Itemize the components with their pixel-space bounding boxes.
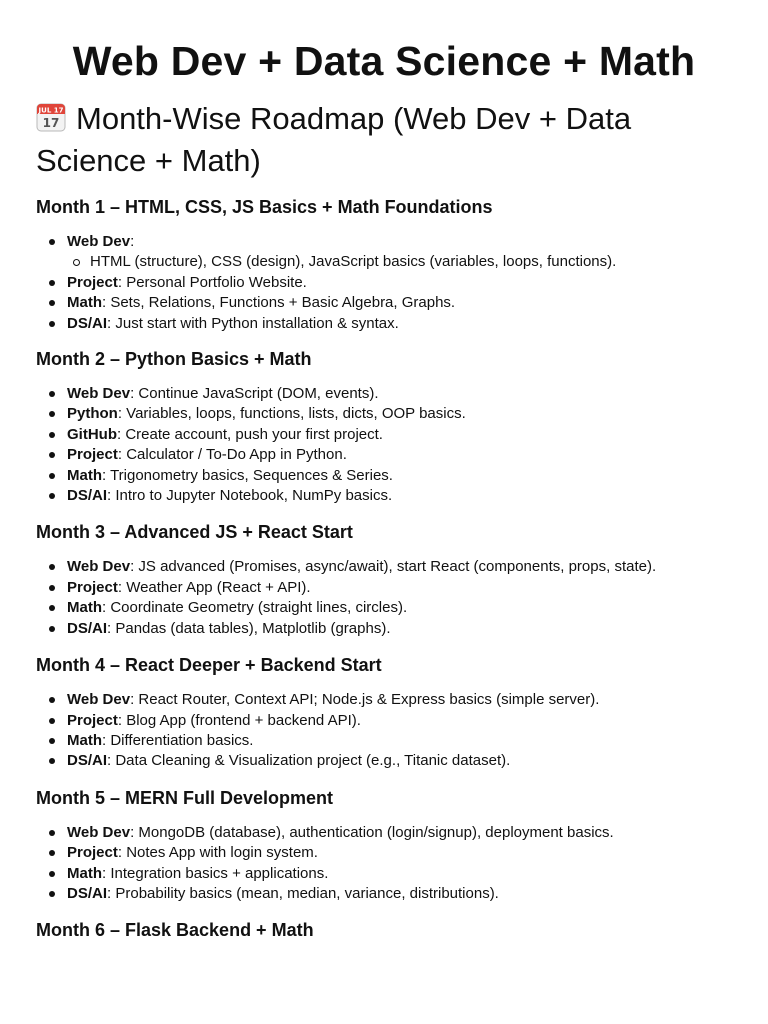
item-text: : React Router, Context API; Node.js & Express basics (simple server). [130, 691, 600, 709]
item-text: : Sets, Relations, Functions + Basic Algebra, Graphs. [102, 294, 456, 312]
calendar-icon [36, 102, 66, 132]
calendar-month-text: JUL 17 [38, 106, 64, 115]
item-label: Project [67, 711, 118, 729]
months-container [36, 194, 732, 943]
item-label: DS/AI [67, 314, 108, 332]
list-item [36, 232, 732, 273]
sub-list-item: HTML (structure), CSS (design), JavaScript basics (variables, loops, functions). [67, 252, 732, 272]
list-item [36, 731, 732, 751]
month-item-list [36, 690, 732, 772]
month-section-5 [36, 785, 732, 905]
month-section-2 [36, 346, 732, 506]
item-label: Web Dev [67, 691, 131, 709]
page-title: Web Dev + Data Science + Math [72, 38, 696, 84]
list-item [36, 578, 732, 598]
subtitle-text: Month-Wise Roadmap (Web Dev + Data Science + Math) [36, 101, 632, 178]
item-text: : [130, 233, 135, 250]
item-label: DS/AI [67, 884, 108, 902]
list-item [36, 404, 732, 424]
month-item-list [36, 557, 732, 639]
item-text: : Just start with Python installation & syntax. [107, 314, 399, 332]
month-item-list [36, 823, 732, 905]
item-label: Math [67, 466, 102, 484]
item-text: : Calculator / To-Do App in Python. [117, 446, 347, 464]
month-section-3 [36, 519, 732, 639]
list-item [36, 751, 732, 771]
item-text: : Data Cleaning & Visualization project (e.g., Titanic dataset). [107, 752, 511, 770]
item-label: DS/AI [67, 752, 108, 770]
list-item [36, 425, 732, 445]
item-text: : Blog App (frontend + backend API). [117, 711, 361, 729]
item-label: Project [67, 844, 118, 862]
item-text: : Create account, push your first project. [117, 425, 383, 443]
item-text: : Differentiation basics. [102, 731, 254, 749]
list-item [36, 466, 732, 486]
item-label: Python [67, 405, 118, 423]
item-text: : JS advanced (Promises, async/await), start React (components, props, state). [130, 558, 657, 576]
month-heading: Month 6 – Flask Backend + Math [36, 920, 314, 941]
month-heading: Month 2 – Python Basics + Math [36, 349, 312, 370]
item-text: : Probability basics (mean, median, variance, distributions). [107, 884, 499, 902]
item-label: Math [67, 599, 102, 617]
item-label: Math [67, 731, 102, 749]
item-label: DS/AI [67, 619, 108, 637]
item-label: Math [67, 864, 102, 882]
item-label: Project [67, 578, 118, 596]
month-heading: Month 5 – MERN Full Development [36, 787, 334, 808]
list-item [36, 884, 732, 904]
item-label: Project [67, 273, 118, 291]
month-section-6 [36, 917, 732, 943]
list-item [36, 557, 732, 577]
item-text: : Notes App with login system. [117, 844, 318, 862]
item-label: Web Dev [67, 823, 131, 841]
list-item [36, 314, 732, 334]
sub-item-list [67, 252, 732, 272]
roadmap-subtitle [36, 98, 732, 182]
item-text: : Coordinate Geometry (straight lines, circles). [102, 599, 408, 617]
month-heading: Month 3 – Advanced JS + React Start [36, 522, 353, 543]
item-label: Web Dev [67, 385, 131, 403]
list-item [36, 598, 732, 618]
list-item [36, 445, 732, 465]
list-item [36, 843, 732, 863]
item-label: Math [67, 294, 102, 312]
month-section-1 [36, 194, 732, 334]
list-item [36, 273, 732, 293]
list-item [36, 864, 732, 884]
item-text: : Weather App (React + API). [117, 578, 311, 596]
item-text: : Integration basics + applications. [102, 864, 329, 882]
month-section-4 [36, 652, 732, 772]
list-item [36, 293, 732, 313]
list-item [36, 619, 732, 639]
item-text: : Continue JavaScript (DOM, events). [130, 385, 379, 403]
list-item [36, 384, 732, 404]
month-heading: Month 1 – HTML, CSS, JS Basics + Math Foundations [36, 197, 493, 217]
item-label: DS/AI [67, 487, 108, 505]
item-text: : MongoDB (database), authentication (login/signup), deployment basics. [130, 823, 614, 841]
month-heading: Month 4 – React Deeper + Backend Start [36, 655, 382, 676]
list-item [36, 690, 732, 710]
list-item [36, 823, 732, 843]
item-text: : Pandas (data tables), Matplotlib (graphs). [107, 619, 391, 637]
item-label: Web Dev [67, 558, 131, 576]
item-text: : Personal Portfolio Website. [117, 273, 307, 291]
svg-text:17: 17 [42, 116, 60, 130]
item-text: : Intro to Jupyter Notebook, NumPy basics. [107, 487, 393, 505]
month-item-list [36, 384, 732, 506]
list-item [36, 711, 732, 731]
item-text: : Variables, loops, functions, lists, dicts, OOP basics. [117, 405, 466, 423]
item-text: : Trigonometry basics, Sequences & Series. [102, 466, 393, 484]
list-item [36, 486, 732, 506]
item-label: GitHub [67, 425, 117, 443]
month-item-list [36, 232, 732, 334]
item-label: Web Dev [67, 233, 131, 250]
item-label: Project [67, 446, 118, 464]
